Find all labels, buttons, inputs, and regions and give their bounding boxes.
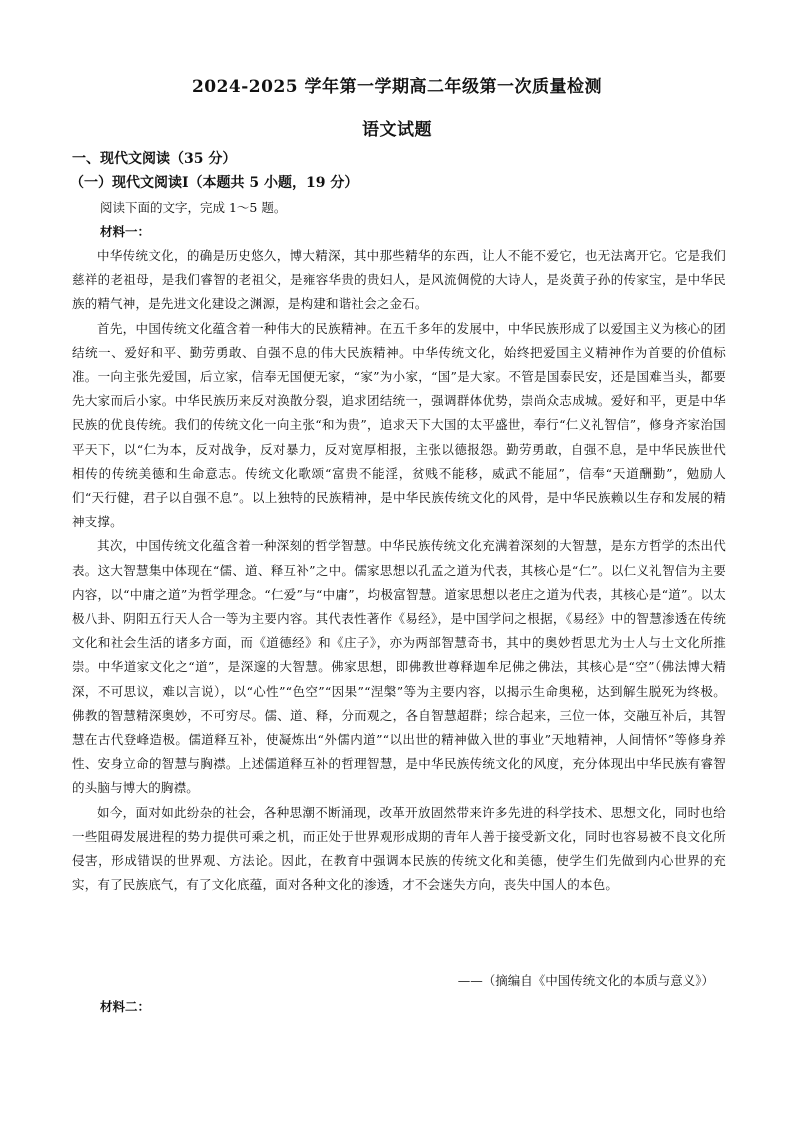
article-paragraph: 如今，面对如此纷杂的社会，各种思潮不断涌现，改革开放固然带来许多先进的科学技术、思想文化，同时也给一些阻碍发展进程的势力提供可乘之机，而正处于世界观形成期的青年人善于接受新文化，同时也容易被不良文化所侵害，形成错误的世界观、方法论。因此，在教育中强调本民族的传统文化和美德，使学生们先做到内心世界的充实，有了民族底气，有了文化底蕴，面对各种文化的渗透，才不会迷失方向，丧失中国人的本色。	[72, 804, 726, 893]
subject-title: 语文试题	[362, 120, 432, 140]
article-paragraph: 中华传统文化，的确是历史悠久，博大精深，其中那些精华的东西，让人不能不爱它，也无法离开它。它是我们慈祥的老祖母，是我们睿智的老祖父，是雍容华贵的贵妇人，是风流倜傥的大诗人，是炎黄子孙的传家宝，是中华民族的精气神，是先进文化建设之渊源，是构建和谐社会之金石。	[72, 248, 726, 312]
reading-instruction: 阅读下面的文字，完成 1～5 题。	[100, 200, 287, 215]
material-one-article	[72, 244, 726, 897]
exam-title: 2024-2025 学年第一学期高二年级第一次质量检测	[191, 77, 603, 97]
article-source: ——（摘编自《中国传统文化的本质与意义》）	[457, 973, 714, 988]
material-two-label: 材料二：	[100, 999, 151, 1014]
section-heading: 一、现代文阅读（35 分）	[72, 151, 237, 167]
article-paragraph: 首先，中国传统文化蕴含着一种伟大的民族精神。在五千多年的发展中，中华民族形成了以爱国主义为核心的团结统一、爱好和平、勤劳勇敢、自强不息的伟大民族精神。中华传统文化，始终把爱国主义精神作为首要的价值标准。一向主张先爱国，后立家，信奉无国便无家，“家”为小家，“国”是大家。不管是国泰民安，还是国难当头，都要先大家而后小家。中华民族历来反对涣散分裂，追求团结统一，强调群体优势，崇尚众志成城。爱好和平，更是中华民族的优良传统。我们的传统文化一向主张“和为贵”，追求天下大国的太平盛世，奉行“仁义礼智信”，修身齐家治国平天下，以“仁为本，反对战争，反对暴力，反对宽厚相报，主张以德报怨。勤劳勇敢，自强不息，是中华民族世代相传的传统美德和生命意志。传统文化歌颂“富贵不能淫，贫贱不能移，威武不能屈”，信奉“天道酬勤”，勉励人们“天行健，君子以自强不息”。以上独特的民族精神，是中华民族传统文化的风骨，是中华民族赖以生存和发展的精神支撑。	[72, 320, 726, 530]
article-paragraph: 其次，中国传统文化蕴含着一种深刻的哲学智慧。中华民族传统文化充满着深刻的大智慧，是东方哲学的杰出代表。这大智慧集中体现在“儒、道、释互补”之中。儒家思想以孔孟之道为代表，其核心是“仁”。以仁义礼智信为主要内容，以“中庸之道”为哲学理念。“仁爱”与“中庸”，均极富智慧。道家思想以老庄之道为代表，其核心是“道”。以太极八卦、阴阳五行天人合一等为主要内容。其代表性著作《易经》，是中国学问之根据，《易经》中的智慧渗透在传统文化和社会生活的诸多方面，而《道德经》和《庄子》，亦为两部智慧奇书，其中的奥妙哲思尤为士人与士文化所推崇。中华道家文化之“道”，是深邃的大智慧。佛家思想，即佛教世尊释迦牟尼佛之佛法，其核心是“空”（佛法博大精深，不可思议，难以言说），以“心性”“色空”“因果”“涅槃”等为主要内容，以揭示生命奥秘，达到解生脱死为终极。佛教的智慧精深奥妙，不可穷尽。儒、道、释，分而观之，各自智慧超群；综合起来，三位一体，交融互补后，其智慧在古代登峰造极。儒道释互补，使凝炼出“外儒内道”“以出世的精神做入世的事业”天地精神，人间情怀”等修身养性、安身立命的智慧与胸襟。上述儒道释互补的哲理智慧，是中华民族传统文化的风度，充分体现出中华民族有睿智的头脑与博大的胸襟。	[72, 538, 727, 796]
material-one-label: 材料一：	[100, 224, 151, 239]
subsection-heading: （一）现代文阅读Ⅰ（本题共 5 小题，19 分）	[70, 175, 359, 191]
